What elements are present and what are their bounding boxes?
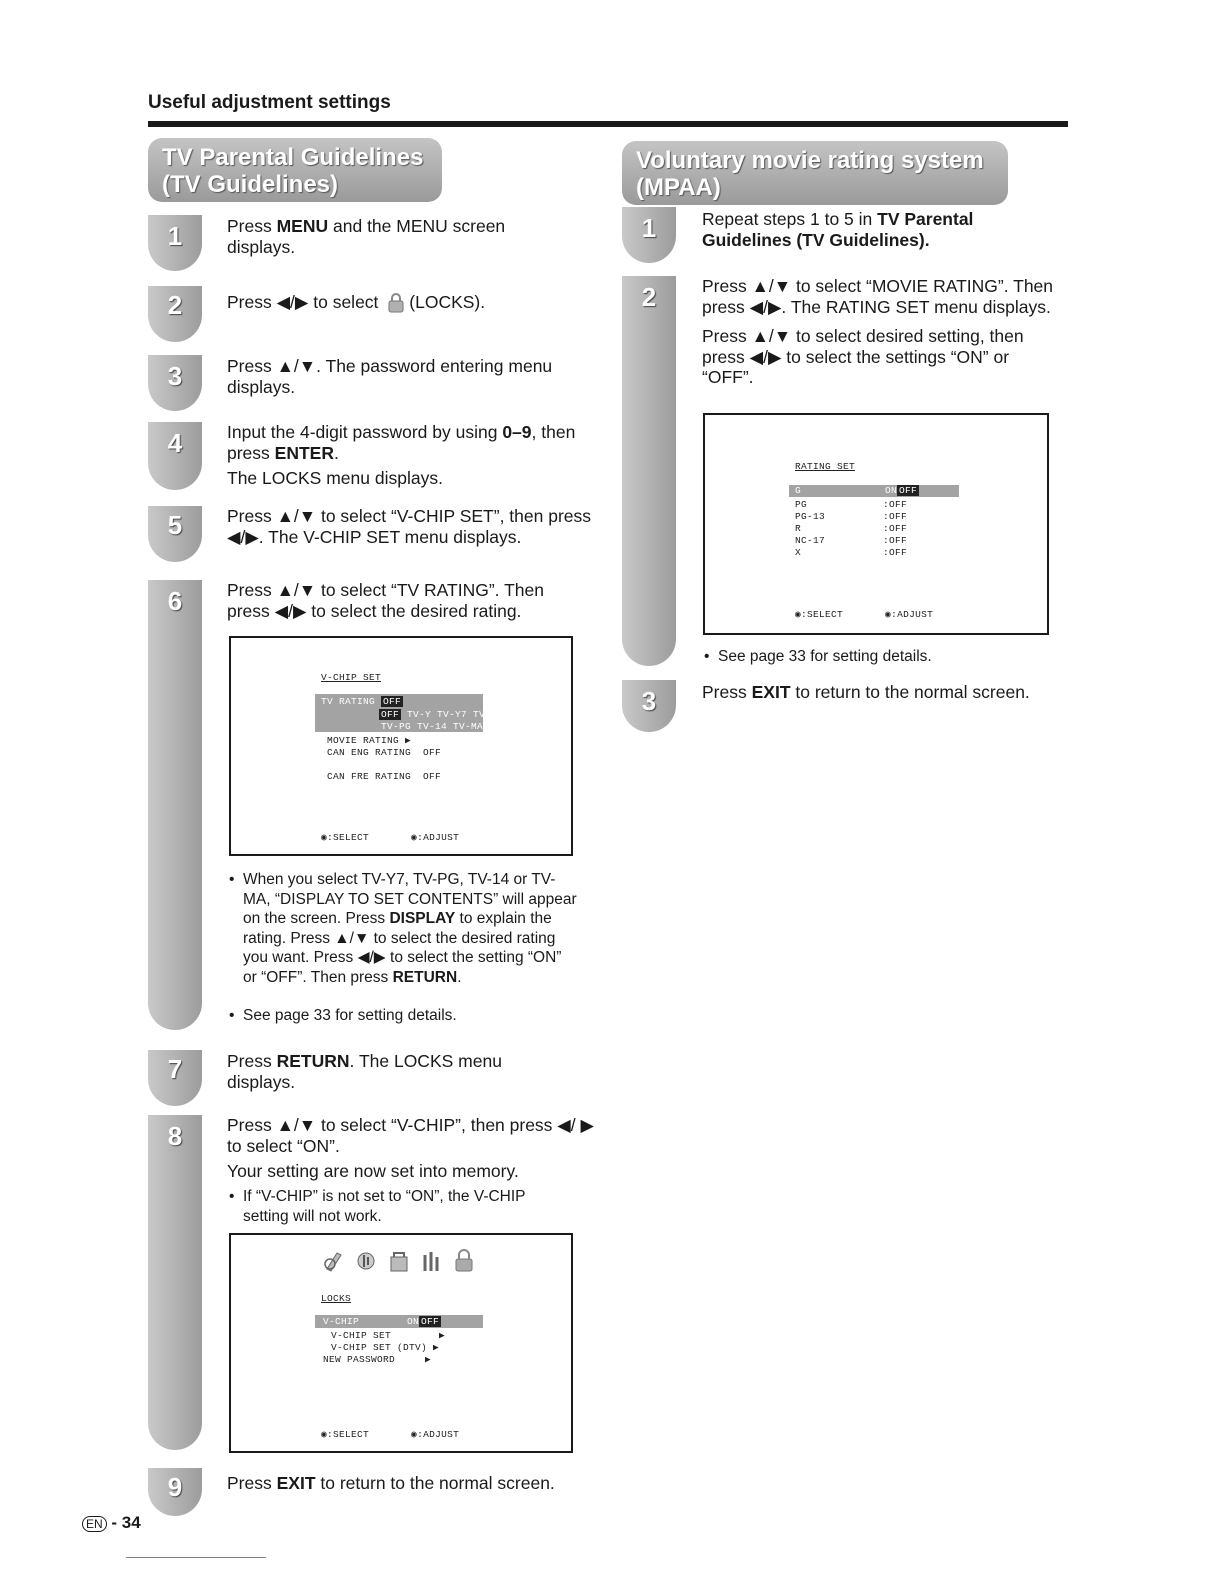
step-number-4: 4	[167, 428, 183, 458]
mpaa-heading-line1: Voluntary movie rating system	[636, 147, 984, 174]
step-8-note: • If “V-CHIP” is not set to “ON”, the V-CHIP setting will not work.	[229, 1188, 526, 1225]
vchip-set-item[interactable]: V-CHIP SET ▶	[331, 1330, 446, 1341]
power-icon	[388, 1249, 410, 1273]
rating-row-r[interactable]: R :OFF	[795, 523, 908, 534]
mpaa-step-number-3: 3	[641, 686, 657, 716]
step-4-text: Input the 4-digit password by using 0–9, then press ENTER. The LOCKS menu displays.	[227, 422, 576, 488]
locks-icon	[387, 293, 405, 313]
rating-set-screen	[703, 413, 1049, 635]
step-7-text: Press RETURN. The LOCKS menu displays.	[227, 1051, 502, 1092]
header-rule	[148, 121, 1068, 127]
mpaa-heading-line2: (MPAA)	[636, 174, 721, 201]
step-number-7: 7	[167, 1054, 183, 1084]
step-6-note-2: • See page 33 for setting details.	[229, 1007, 457, 1024]
mpaa-step-number-1: 1	[641, 213, 657, 243]
locks-menu-icon	[453, 1249, 475, 1273]
vchip-row[interactable]: V-CHIP	[323, 1316, 360, 1327]
step-8-text: Press ▲/▼ to select “V-CHIP”, then press ◀/ ▶ to select “ON”. Your setting are now set into memory.	[227, 1115, 594, 1181]
step-number-8: 8	[167, 1121, 183, 1151]
step-2-text: Press ◀/▶ to select (LOCKS).	[227, 292, 486, 312]
rating-screen-footer: ◉:SELECT ◉:ADJUST	[795, 609, 934, 620]
mpaa-step-number-2: 2	[641, 282, 657, 312]
locks-screen-footer: ◉:SELECT ◉:ADJUST	[321, 1429, 460, 1440]
step-number-1: 1	[167, 221, 183, 251]
tv-rating-row2: OFF TV-Y TV-Y7 TV-G	[381, 709, 498, 720]
rating-row-pg13[interactable]: PG-13 :OFF	[795, 511, 908, 522]
g-highlight-row	[789, 485, 959, 497]
step-6-text: Press ▲/▼ to select “TV RATING”. Then press ◀/▶ to select the desired rating.	[227, 580, 544, 621]
step-bar-8	[148, 1115, 202, 1450]
rating-row-pg[interactable]: PG :OFF	[795, 499, 908, 510]
rating-row-x[interactable]: X :OFF	[795, 547, 908, 558]
step-number-6: 6	[167, 586, 183, 616]
step-3-text: Press ▲/▼. The password entering menu displays.	[227, 356, 553, 397]
vchip-set-screen	[229, 636, 573, 856]
step-number-5: 5	[167, 510, 183, 540]
footer-line	[126, 1557, 266, 1558]
step-1-text: Press MENU and the MENU screen displays.	[227, 216, 506, 257]
step-number-2: 2	[167, 290, 183, 320]
mpaa-step-bar-2	[622, 276, 676, 666]
page-number-text: - 34	[111, 1513, 141, 1532]
new-password-item[interactable]: NEW PASSWORD ▶	[323, 1354, 432, 1365]
g-rating-row[interactable]: G	[795, 485, 802, 496]
section-title: Useful adjustment settings	[148, 92, 391, 113]
tv-guidelines-heading-line1: TV Parental Guidelines	[162, 144, 424, 171]
tv-rating-row3: TV-PG TV-14 TV-MA	[381, 721, 484, 732]
locks-screen	[229, 1233, 573, 1453]
mpaa-step-1-text: Repeat steps 1 to 5 in TV Parental Guidelines (TV Guidelines).	[702, 209, 974, 250]
step-9-text: Press EXIT to return to the normal screen.	[227, 1473, 555, 1493]
can-fre-rating-item[interactable]: CAN FRE RATING OFF	[327, 771, 442, 782]
g-rating-on-off[interactable]: ON OFF	[885, 485, 918, 496]
mpaa-step-2-text: Press ▲/▼ to select “MOVIE RATING”. Then press ◀/▶. The RATING SET menu displays. Press ▲/▼ to select desired setting, then press ◀/▶ to select the settings “ON” or “OFF”.	[702, 276, 1054, 387]
audio-icon	[355, 1249, 377, 1273]
rating-row-nc17[interactable]: NC-17 :OFF	[795, 535, 908, 546]
tv-rating-row: TV RATING	[321, 696, 376, 707]
movie-rating-item[interactable]: MOVIE RATING ▶	[327, 735, 412, 746]
vchip-screen-title: V-CHIP SET	[321, 672, 382, 683]
locks-screen-title: LOCKS	[321, 1293, 352, 1304]
page-number	[82, 1513, 141, 1533]
can-eng-rating-item[interactable]: CAN ENG RATING OFF	[327, 747, 442, 758]
tv-rating-off[interactable]: OFF	[383, 696, 402, 707]
step-number-3: 3	[167, 361, 183, 391]
mpaa-heading	[622, 141, 1008, 205]
tv-guidelines-heading-line2: (TV Guidelines)	[162, 171, 339, 198]
vchip-on-off[interactable]: ON OFF	[407, 1316, 440, 1327]
vchip-screen-footer: ◉:SELECT ◉:ADJUST	[321, 832, 460, 843]
en-badge: EN	[82, 1516, 107, 1532]
tv-guidelines-heading	[148, 138, 442, 202]
step-number-9: 9	[167, 1472, 183, 1502]
step-bar-6	[148, 580, 202, 1030]
rating-screen-title: RATING SET	[795, 461, 856, 472]
mpaa-step-3-text: Press EXIT to return to the normal screen.	[702, 682, 1030, 702]
vchip-set-dtv-item[interactable]: V-CHIP SET (DTV) ▶	[331, 1342, 440, 1353]
menu-icon-row	[323, 1249, 481, 1278]
step-6-note-1: • When you select TV-Y7, TV-PG, TV-14 or TV-MA, “DISPLAY TO SET CONTENTS” will appear on the screen. Press DISPLAY to explain the rating. Press ▲/▼ to select the desired rating you want. Press ◀/▶ to select the setting “ON” or “OFF”. Then press RETURN.	[229, 871, 577, 986]
step-5-text: Press ▲/▼ to select “V-CHIP SET”, then press ◀/▶. The V-CHIP SET menu displays.	[227, 506, 592, 547]
setup-icon	[420, 1249, 442, 1273]
picture-icon	[323, 1249, 345, 1273]
mpaa-step-2-note: • See page 33 for setting details.	[704, 648, 932, 665]
